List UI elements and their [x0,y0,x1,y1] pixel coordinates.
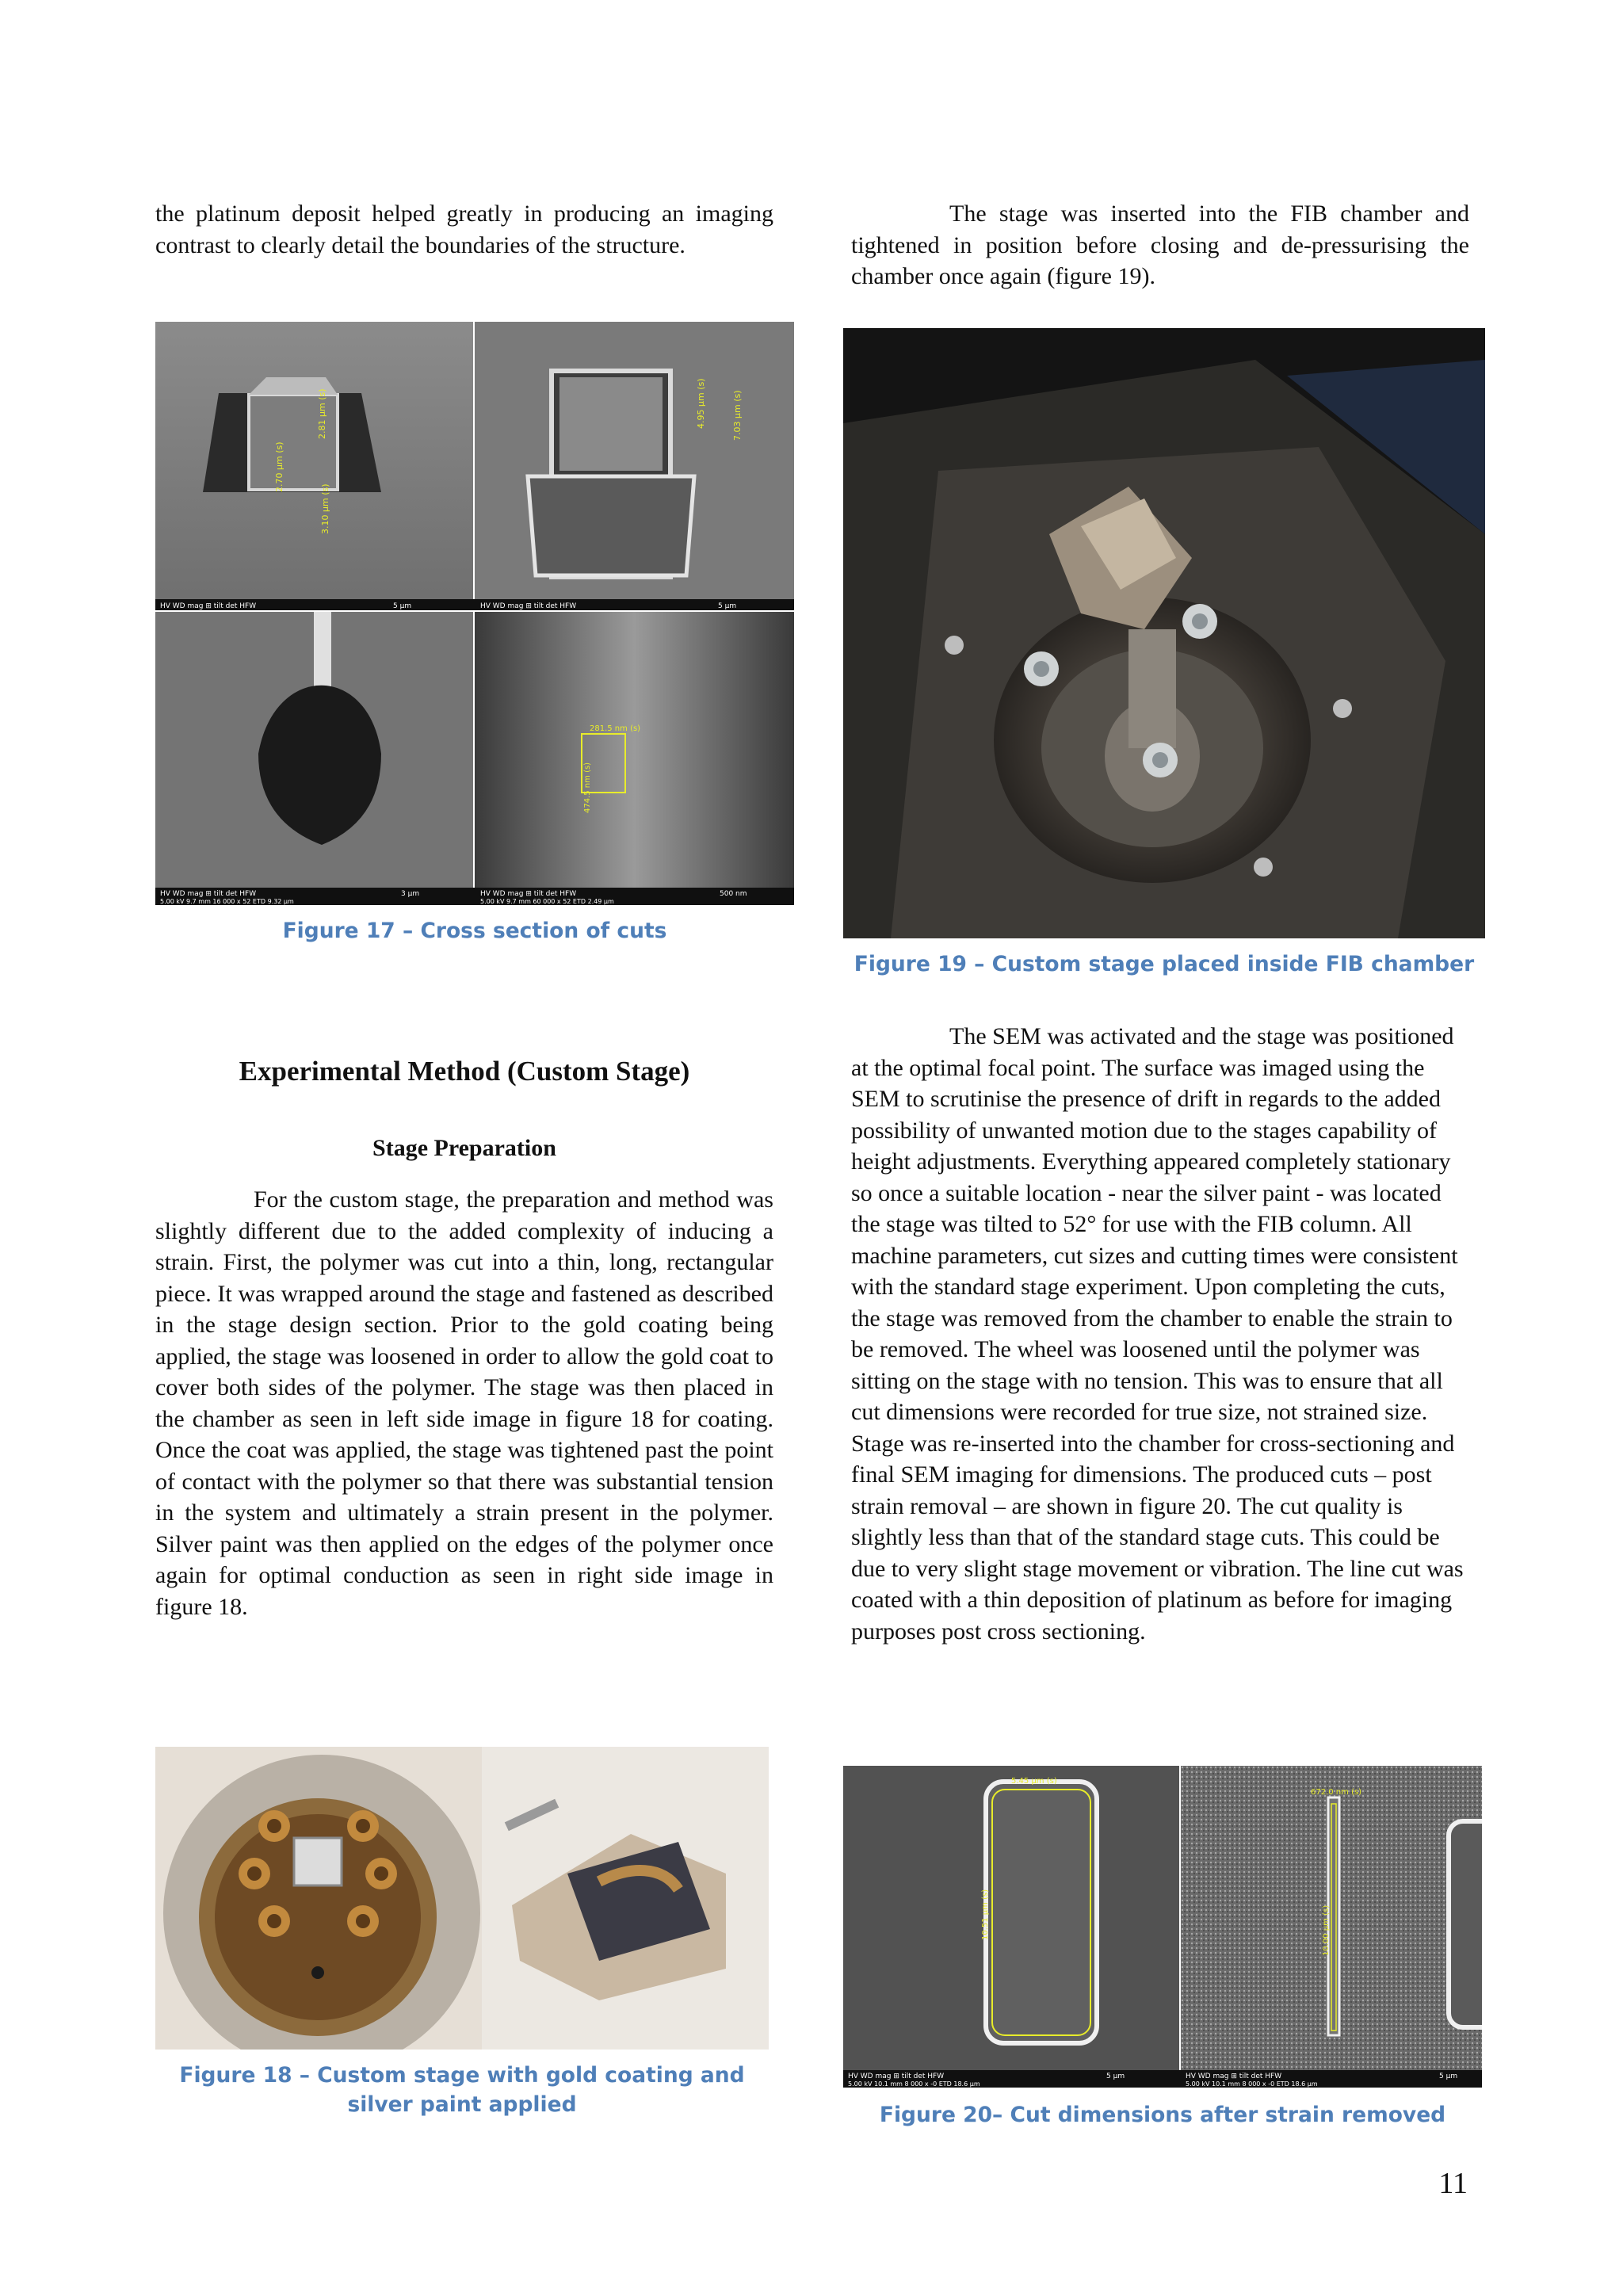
body-paragraph: The SEM was activated and the stage was positioned at the optimal focal point. The surface was imaged using the SEM to scrutinise the presence of drift in regards to the added possibility of unwanted motion due to the stages capability of height adjustments. Everything appeared completely stationary so once a suitable location - near the silver paint - was located the stage was tilted to 52° for use with the FIB column. All machine parameters, cut sizes and cutting times were consistent with the standard stage experiment. Upon completing the cuts, the stage was removed from the chamber to enable the strain to be removed. The wheel was loosened until the polymer was sitting on the stage with no tension. This was to ensure that all cut dimensions were recorded for true size, not strained size. Stage was re-inserted into the chamber for cross-sectioning and final SEM imaging for dimensions. The produced cuts – post strain removal – are shown in figure 20. The cut quality is slightly less than that of the standard stage cuts. This could be due to very slight stage movement or vibration. The line cut was coated with a thin deposition of platinum as before for imaging purposes post cross sectioning. [851,1023,1464,1645]
figure-19-caption: Figure 19 – Custom stage placed inside FIB chamber [854,952,1475,976]
section-heading: Experimental Method (Custom Stage) [239,1056,690,1087]
scalebar-label: 5 µm [718,602,737,610]
scalebar-label: 5 µm [1439,2073,1458,2080]
measure-label: 4.95 µm (s) [696,378,706,429]
scalebar-label: 5 µm [393,602,412,610]
figure-19-image [843,328,1485,938]
body-paragraph: For the custom stage, the preparation and method was slightly different due to the added complexity of inducing a strain. First, the polymer was cut into a thin, long, rectangular piece. It was wrapped around the stage and fastened as described in the stage design section. Prior to the gold coating being applied, the stage was loosened in order to allow the gold coat to cover both sides of the polymer. The stage was then placed in the chamber as seen in left side image in figure 18 for coating. Once the coat was applied, the stage was tightened past the point of contact with the polymer so that there was substantial tension in the system and ultimately a strain present in the polymer. Silver paint was then applied on the edges of the polymer once again for optimal conduction as seen in right side image in figure 18. [155,1186,773,1620]
measure-label: 7.03 µm (s) [732,390,743,441]
databar-headers: HV WD mag ⊞ tilt det HFW [1186,2073,1282,2080]
right-column-body [851,1021,1469,1647]
left-column-top [155,198,773,261]
measure-label: 281.5 nm (s) [590,724,641,733]
scalebar-label: 3 µm [401,890,420,898]
databar-headers: HV WD mag ⊞ tilt det HFW [480,602,577,610]
measure-label: 3.10 µm (s) [320,483,330,534]
databar-values: 5.00 kV 10.1 mm 8 000 x -0 ETD 18.6 µm [848,2080,980,2088]
subsection-heading: Stage Preparation [372,1135,556,1161]
databar-values: 5.00 kV 9.7 mm 16 000 x 52 ETD 9.32 µm [160,898,294,905]
databar-headers: HV WD mag ⊞ tilt det HFW [848,2073,945,2080]
scalebar-label: 5 µm [1106,2073,1125,2080]
figure-18-caption: Figure 18 – Custom stage with gold coating and silver paint applied [179,2063,745,2117]
left-column-body [155,1184,773,1622]
measure-label: 474.5 nm (s) [583,762,592,813]
figure-17-caption: Figure 17 – Cross section of cuts [282,919,667,943]
databar-headers: HV WD mag ⊞ tilt det HFW [480,890,577,898]
page-number: 11 [1438,2167,1468,2200]
figure-20-image [843,1766,1482,2088]
measure-label: 672.0 nm (s) [1311,1788,1362,1797]
measure-label: 10.00 µm (s) [1322,1904,1331,1956]
measure-label: 5.45 µm (s) [1011,1777,1057,1786]
measure-label: 10.51 µm (s) [981,1889,990,1940]
measure-label: 2.70 µm (s) [274,441,285,492]
figure-20-caption: Figure 20– Cut dimensions after strain removed [879,2103,1446,2127]
measure-label: 2.81 µm (s) [317,388,327,439]
body-paragraph: the platinum deposit helped greatly in producing an imaging contrast to clearly detail the boundaries of the structure. [155,201,773,258]
figure-17-image [155,322,794,905]
databar-headers: HV WD mag ⊞ tilt det HFW [160,602,257,610]
right-column-top [851,198,1469,292]
body-paragraph: The stage was inserted into the FIB chamber and tightened in position before closing and de-pressurising the chamber once again (figure 19). [851,201,1469,289]
databar-values: 5.00 kV 10.1 mm 8 000 x -0 ETD 18.6 µm [1186,2080,1318,2088]
databar-values: 5.00 kV 9.7 mm 60 000 x 52 ETD 2.49 µm [480,898,614,905]
figure-18-image [155,1747,769,2050]
databar-headers: HV WD mag ⊞ tilt det HFW [160,890,257,898]
scalebar-label: 500 nm [720,890,747,898]
